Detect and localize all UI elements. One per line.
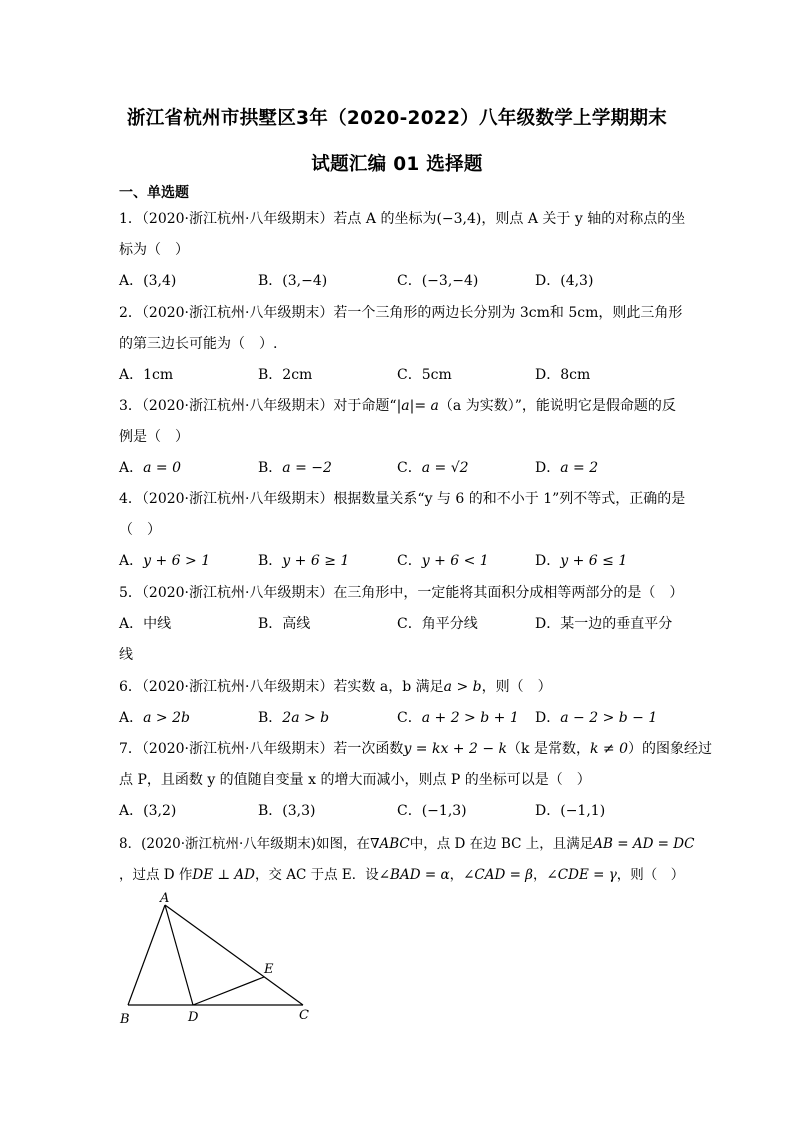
question-4-option-b: B．y + 6 ≥ 1 bbox=[258, 553, 350, 569]
question-2-line2: 的第三边长可能为（ ）. bbox=[119, 336, 278, 352]
vertex-d-label: D bbox=[188, 1010, 199, 1025]
question-5-option-a: A．中线 bbox=[119, 616, 172, 632]
vertex-e-label: E bbox=[264, 962, 274, 977]
question-1-option-c: C．(−3,−4) bbox=[397, 273, 479, 289]
question-4-option-c: C．y + 6 < 1 bbox=[397, 553, 489, 569]
question-5-option-d: D．某一边的垂直平分 bbox=[535, 616, 673, 632]
question-2-line1: 2．（2020·浙江杭州·八年级期末）若一个三角形的两边长分别为 3cm和 5cm，则此三角形 bbox=[119, 305, 683, 321]
question-7-option-d: D．(−1,1) bbox=[535, 803, 606, 819]
question-5-option-b: B．高线 bbox=[258, 616, 311, 632]
question-2-option-b: B．2cm bbox=[258, 367, 313, 383]
question-2-option-d: D．8cm bbox=[535, 367, 591, 383]
question-6-option-a: A．a > 2b bbox=[119, 710, 190, 726]
question-7-line2: 点 P，且函数 y 的值随自变量 x 的增大而减小，则点 P 的坐标可以是（ ） bbox=[119, 772, 591, 788]
question-2-option-a: A．1cm bbox=[119, 367, 174, 383]
question-3-option-a: A．a = 0 bbox=[119, 460, 182, 476]
vertex-c-label: C bbox=[299, 1008, 309, 1023]
segment-ac bbox=[165, 905, 303, 1005]
segment-ab bbox=[128, 905, 165, 1005]
segment-ad bbox=[165, 905, 193, 1005]
question-8-line1: 8．(2020·浙江杭州·八年级期末)如图，在∇ABC中，点 D 在边 BC 上，且满足AB = AD = DC bbox=[119, 836, 695, 852]
segment-de bbox=[193, 977, 264, 1005]
question-5-option-d-wrap: 线 bbox=[119, 647, 133, 663]
question-8-line2: ，过点 D 作DE ⊥ AD，交 AC 于点 E．设∠BAD = α，∠CAD = β，∠CDE = γ，则（ ） bbox=[119, 867, 685, 883]
question-4-option-a: A．y + 6 > 1 bbox=[119, 553, 211, 569]
question-4-option-d: D．y + 6 ≤ 1 bbox=[535, 553, 628, 569]
document-title-line2: 试题汇编 01 选择题 bbox=[311, 154, 483, 175]
question-1-line2: 标为（ ） bbox=[119, 242, 189, 258]
question-7-line1: 7．（2020·浙江杭州·八年级期末）若一次函数y = kx + 2 − k（k 是常数，k ≠ 0）的图象经过 bbox=[119, 741, 712, 757]
question-1-option-a: A．(3,4) bbox=[119, 273, 177, 289]
question-6-line1: 6．（2020·浙江杭州·八年级期末）若实数 a，b 满足a > b，则（ ） bbox=[119, 679, 552, 695]
question-1-line1: 1．（2020·浙江杭州·八年级期末）若点 A 的坐标为(−3,4)，则点 A 关于 y 轴的对称点的坐 bbox=[119, 211, 686, 227]
question-7-option-a: A．(3,2) bbox=[119, 803, 177, 819]
question-3-option-d: D．a = 2 bbox=[535, 460, 599, 476]
vertex-a-label: A bbox=[160, 891, 170, 906]
triangle-figure bbox=[110, 890, 330, 1030]
question-1-option-d: D．(4,3) bbox=[535, 273, 594, 289]
question-2-option-c: C．5cm bbox=[397, 367, 452, 383]
question-1-option-b: B．(3,−4) bbox=[258, 273, 328, 289]
question-4-line1: 4．（2020·浙江杭州·八年级期末）根据数量关系“y 与 6 的和不小于 1”列不等式，正确的是 bbox=[119, 491, 686, 507]
question-7-option-c: C．(−1,3) bbox=[397, 803, 467, 819]
question-6-option-b: B．2a > b bbox=[258, 710, 330, 726]
question-3-line1: 3．（2020·浙江杭州·八年级期末）对于命题“|a|= a（a 为实数）”，能说明它是假命题的反 bbox=[119, 398, 676, 414]
section-heading: 一、单选题 bbox=[119, 185, 189, 201]
vertex-b-label: B bbox=[120, 1012, 130, 1027]
question-5-option-c: C．角平分线 bbox=[397, 616, 478, 632]
question-3-option-c: C．a = √2 bbox=[397, 460, 469, 476]
question-6-option-d: D．a − 2 > b − 1 bbox=[535, 710, 658, 726]
question-4-line2: （ ） bbox=[119, 522, 161, 538]
question-3-line2: 例是（ ） bbox=[119, 429, 189, 445]
question-6-option-c: C．a + 2 > b + 1 bbox=[397, 710, 519, 726]
document-title-line1: 浙江省杭州市拱墅区3年（2020-2022）八年级数学上学期期末 bbox=[126, 108, 668, 129]
question-3-option-b: B．a = −2 bbox=[258, 460, 332, 476]
question-7-option-b: B．(3,3) bbox=[258, 803, 316, 819]
question-5-line1: 5．（2020·浙江杭州·八年级期末）在三角形中，一定能将其面积分成相等两部分的是（ ） bbox=[119, 585, 684, 601]
